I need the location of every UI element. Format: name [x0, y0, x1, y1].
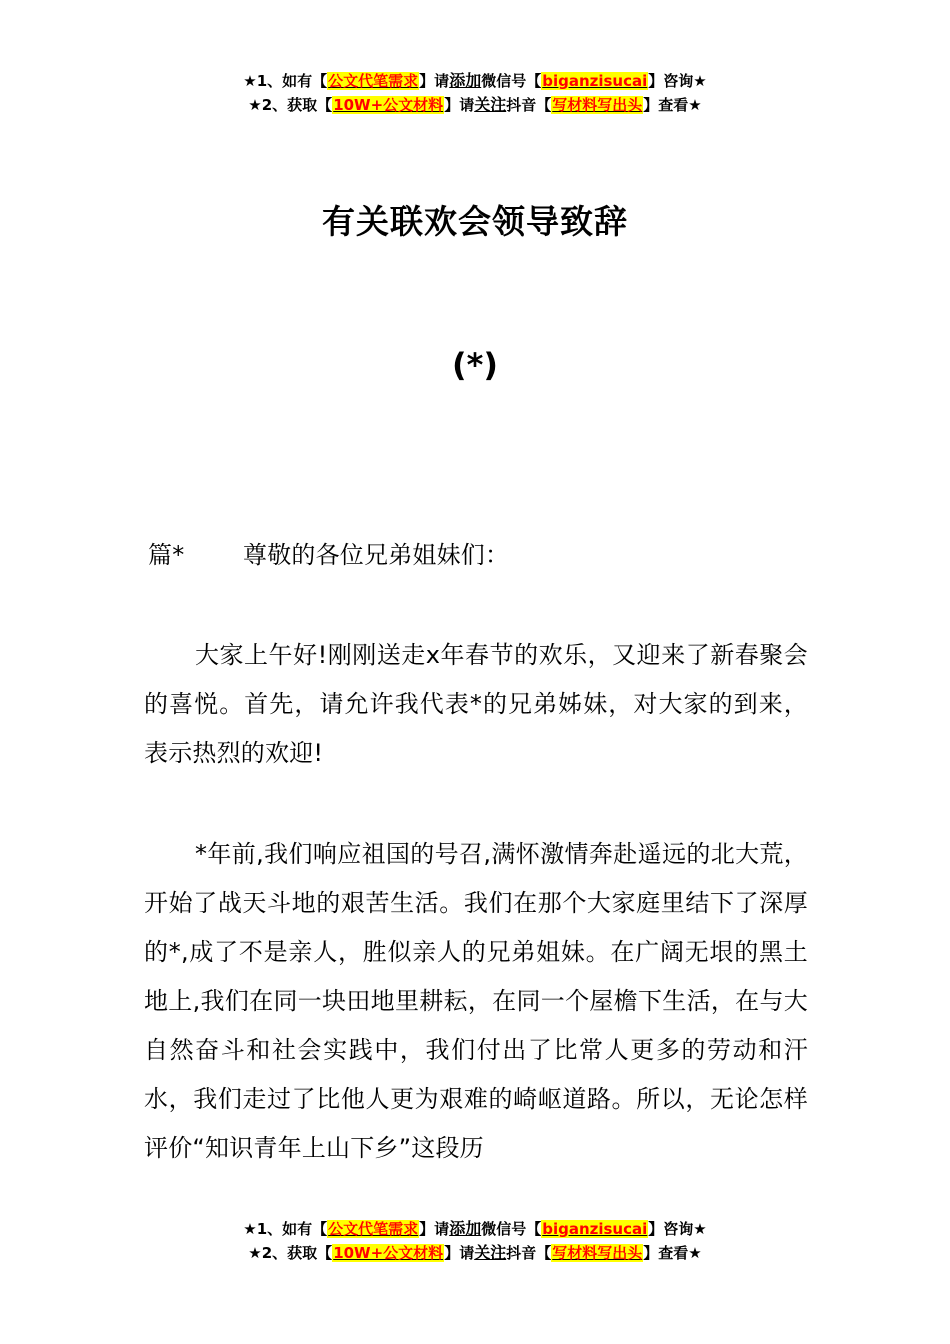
banner-text: 微信号【 [481, 1220, 542, 1238]
banner-text: ★1、如有【 [243, 72, 328, 90]
banner-text: 】请 [419, 72, 450, 90]
highlight-materials: 10W+公文材料 [333, 96, 444, 114]
banner-text: 】查看★ [643, 1244, 702, 1262]
banner-text: 】请 [444, 1244, 475, 1262]
banner-text: ★1、如有【 [243, 1220, 328, 1238]
banner-line-2 [0, 93, 950, 117]
underlined-text: 关注 [474, 1243, 507, 1262]
banner-text: 抖音【 [506, 96, 552, 114]
banner-text: 微信号【 [481, 72, 542, 90]
banner-text: 】查看★ [643, 96, 702, 114]
document-title: 有关联欢会领导致辞 [322, 202, 628, 241]
banner-text: 抖音【 [506, 1244, 552, 1262]
banner-text: 】咨询★ [648, 1220, 707, 1238]
banner-text: 】咨询★ [648, 72, 707, 90]
banner-line-2 [0, 1241, 950, 1265]
highlight-douyin: 写材料写出头 [552, 96, 643, 114]
greeting-line [144, 531, 808, 580]
banner-text: ★2、获取【 [248, 1244, 333, 1262]
highlight-wechat-id: biganzisucai [542, 72, 648, 90]
greeting-text: 尊敬的各位兄弟姐妹们： [243, 541, 510, 569]
underlined-text: 添加 [449, 71, 482, 90]
banner-line-1 [0, 69, 950, 93]
highlight-service: 公文代笔需求 [328, 1220, 419, 1238]
header-banner [0, 69, 950, 117]
highlight-douyin: 写材料写出头 [552, 1244, 643, 1262]
highlight-materials: 10W+公文材料 [333, 1244, 444, 1262]
highlight-wechat-id: biganzisucai [542, 1220, 648, 1238]
document-subtitle: (*) [452, 346, 498, 384]
banner-text: 】请 [419, 1220, 450, 1238]
section-label: 篇* [148, 541, 185, 569]
footer-banner [0, 1217, 950, 1265]
banner-text: 】请 [444, 96, 475, 114]
banner-line-1 [0, 1217, 950, 1241]
banner-text: ★2、获取【 [248, 96, 333, 114]
underlined-text: 关注 [474, 95, 507, 114]
underlined-text: 添加 [449, 1219, 482, 1238]
highlight-service: 公文代笔需求 [328, 72, 419, 90]
paragraph-2: *年前,我们响应祖国的号召,满怀激情奔赴遥远的北大荒，开始了战天斗地的艰苦生活。我们在那个大家庭里结下了深厚的*,成了不是亲人，胜似亲人的兄弟姐妹。在广阔无垠的黑土地上,我们在同一块田地里耕耘，在同一个屋檐下生活，在与大自然奋斗和社会实践中，我们付出了比常人更多的劳动和汗水，我们走过了比他人更为艰难的崎岖道路。所以，无论怎样评价“知识青年上山下乡”这段历 [144, 840, 808, 1162]
paragraph-1: 大家上午好!刚刚送走x年春节的欢乐，又迎来了新春聚会的喜悦。首先，请允许我代表*的兄弟姊妹，对大家的到来，表示热烈的欢迎! [144, 641, 808, 767]
